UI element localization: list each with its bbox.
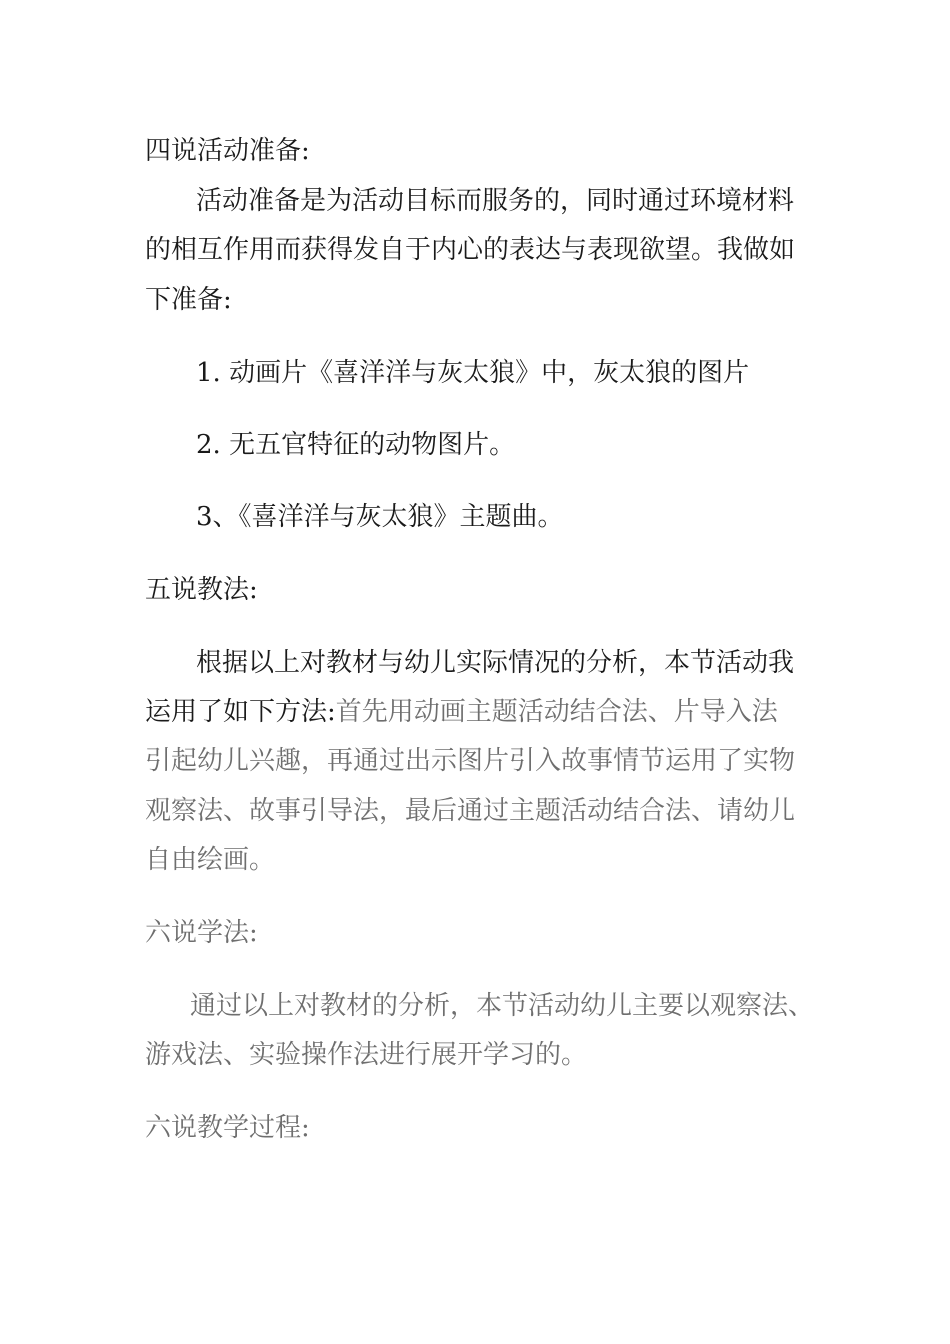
learning-line-1: 通过以上对教材的分析，本节活动幼儿主要以观察法、: [190, 991, 815, 1021]
prep-paragraph-line-1: 活动准备是为活动目标而服务的，同时通过环境材料: [196, 186, 795, 216]
heading-teaching-process: 六说教学过程:: [145, 1113, 310, 1143]
method-line-5: 自由绘画。: [145, 845, 276, 875]
prep-item-1: 1. 动画片《喜洋洋与灰太狼》中，灰太狼的图片: [196, 358, 750, 388]
method-line-3: 引起幼儿兴趣，再通过出示图片引入故事情节运用了实物: [145, 746, 796, 776]
heading-activity-preparation: 四说活动准备:: [145, 136, 310, 166]
method-line-1: 根据以上对教材与幼儿实际情况的分析，本节活动我: [196, 648, 795, 678]
method-line-2-dark: 运用了如下方法:: [145, 697, 336, 727]
prep-paragraph-line-3: 下准备:: [145, 285, 232, 315]
prep-item-2: 2. 无五官特征的动物图片。: [196, 430, 516, 460]
learning-line-2: 游戏法、实验操作法进行展开学习的。: [145, 1040, 588, 1070]
method-line-4: 观察法、故事引导法，最后通过主题活动结合法、请幼儿: [145, 796, 796, 826]
prep-item-3: 3、《喜洋洋与灰太狼》主题曲。: [196, 502, 564, 532]
method-line-2-gray: 首先用动画主题活动结合法、片导入法: [335, 697, 778, 727]
prep-paragraph-line-2: 的相互作用而获得发自于内心的表达与表现欲望。我做如: [145, 235, 796, 265]
method-line-2: [145, 695, 805, 729]
heading-teaching-method: 五说教法:: [145, 575, 258, 605]
heading-learning-method: 六说学法:: [145, 918, 258, 948]
